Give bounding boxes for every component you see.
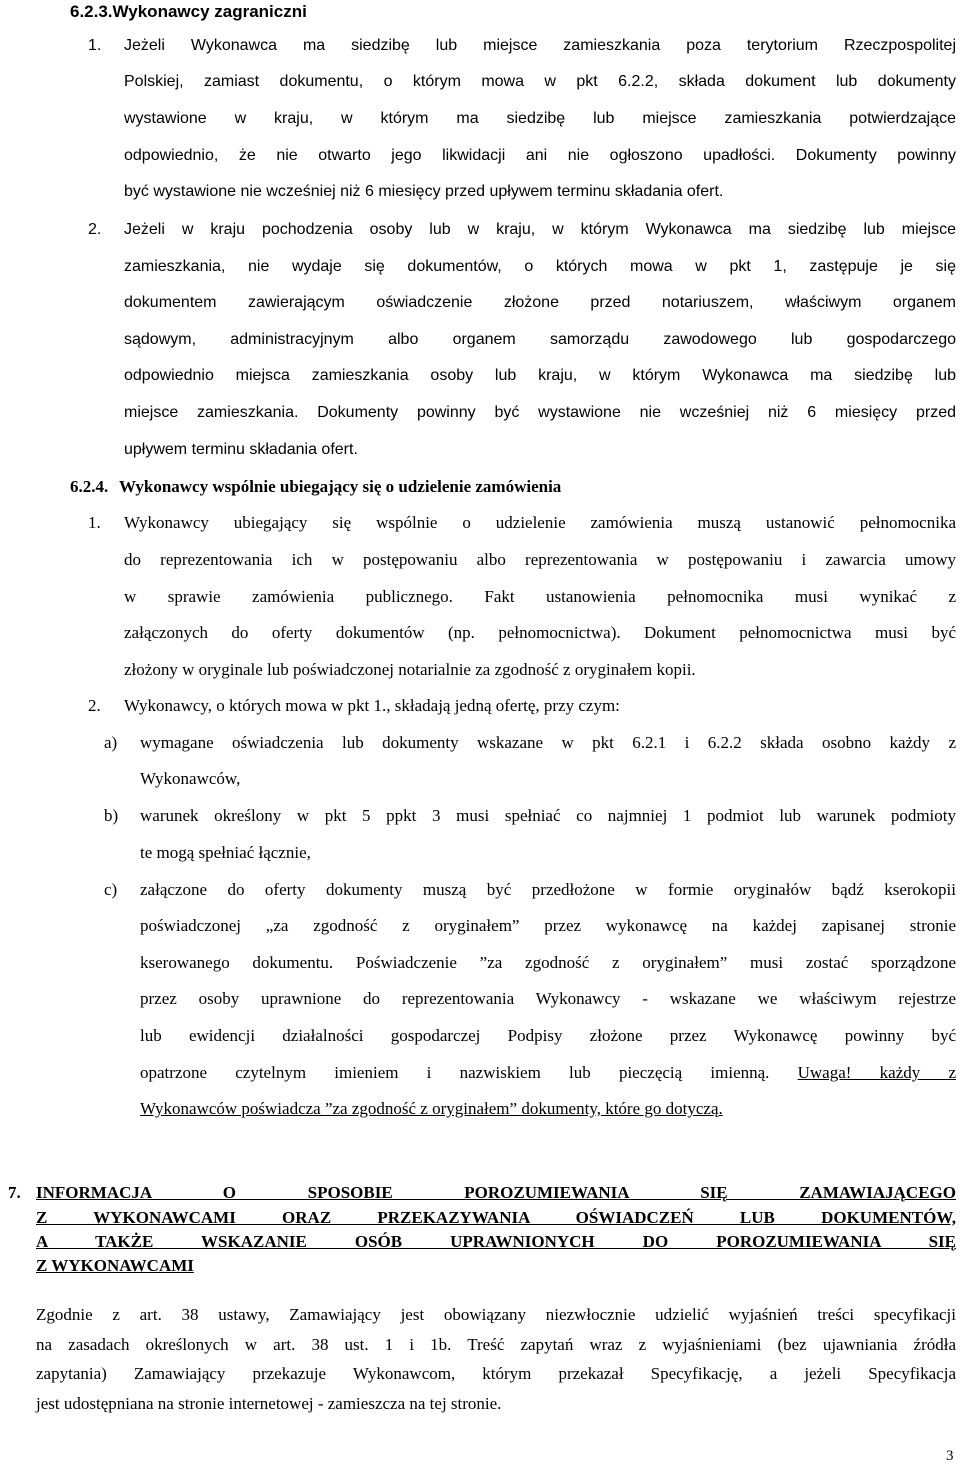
paragraph-line: być wystawione nie wcześniej niż 6 miesięcy przed upływem terminu składania ofert. (124, 183, 724, 200)
list-number: 2. (88, 221, 102, 238)
paragraph-line: załączonych do oferty dokumentów (np. pełnomocnictwa). Dokument pełnomocnictwa musi być (124, 623, 956, 642)
text-span: opatrzone czytelnym imieniem i nazwiskiem lub pieczęcią imienną. (140, 1063, 770, 1082)
section-7-number: 7. (8, 1183, 21, 1202)
section-7-heading-line: Z WYKONAWCAMI ORAZ PRZEKAZYWANIA OŚWIADCZEŃ LUB DOKUMENTÓW, (36, 1208, 956, 1227)
paragraph-line: warunek określony w pkt 5 ppkt 3 musi spełniać co najmniej 1 podmiot lub warunek podmioty (140, 806, 956, 825)
paragraph-line: jest udostępniana na stronie internetowej - zamieszcza na tej stronie. (36, 1394, 502, 1413)
paragraph-line: w sprawie zamówienia publicznego. Fakt ustanowienia pełnomocnika musi wynikać z (124, 587, 956, 606)
paragraph-line: zamieszkania, nie wydaje się dokumentów, o których mowa w pkt 1, zastępuje je się (124, 258, 956, 275)
paragraph-line: te mogą spełniać łącznie, (140, 843, 311, 862)
paragraph-line: sądowym, administracyjnym albo organem samorządu zawodowego lub gospodarczego (124, 331, 956, 348)
paragraph-line: Wykonawcy ubiegający się wspólnie o udzielenie zamówienia muszą ustanowić pełnomocnika (124, 513, 956, 532)
paragraph-line: przez osoby uprawnione do reprezentowania Wykonawcy - wskazane we właściwym rejestrze (140, 989, 956, 1008)
paragraph-line: odpowiednio miejsca zamieszkania osoby lub kraju, w którym Wykonawca ma siedzibę lub (124, 367, 956, 384)
paragraph-line: Zgodnie z art. 38 ustawy, Zamawiający jest obowiązany niezwłocznie udzielić wyjaśnień treści specyfikacji (36, 1305, 956, 1324)
paragraph-line: Wykonawców, (140, 769, 241, 788)
paragraph-line: wystawione w kraju, w którym ma siedzibę lub miejsce zamieszkania potwierdzające (124, 110, 956, 127)
warning-note: Uwaga! każdy z (797, 1063, 956, 1082)
paragraph-line: do reprezentowania ich w postępowaniu albo reprezentowania w postępowaniu i zawarcia umowy (124, 550, 956, 569)
paragraph-line: na zasadach określonych w art. 38 ust. 1 i 1b. Treść zapytań wraz z wyjaśnieniami (bez ujawniania źródła (36, 1335, 956, 1354)
list-number: 1. (88, 513, 101, 532)
list-number: 1. (88, 37, 102, 54)
paragraph-line: zapytania) Zamawiający przekazuje Wykonawcom, którym przekazał Specyfikację, a jeżeli Specyfikacja (36, 1364, 956, 1383)
list-marker: c) (104, 880, 118, 899)
section-7-heading-line: INFORMACJA O SPOSOBIE POROZUMIEWANIA SIĘ ZAMAWIAJĄCEGO (36, 1183, 956, 1202)
page-number: 3 (946, 1448, 954, 1464)
paragraph-line: dokumentem zawierającym oświadczenie złożone przed notariuszem, właściwym organem (124, 294, 956, 311)
list-number: 2. (88, 696, 101, 715)
paragraph-line: Jeżeli Wykonawca ma siedzibę lub miejsce zamieszkania poza terytorium Rzeczpospolitej (124, 37, 956, 54)
paragraph-line: poświadczonej „za zgodność z oryginałem” przez wykonawcę na każdej zapisanej stronie (140, 916, 956, 935)
paragraph-line: wymagane oświadczenia lub dokumenty wskazane w pkt 6.2.1 i 6.2.2 składa osobno każdy z (140, 733, 956, 752)
paragraph-line: upływem terminu składania ofert. (124, 441, 358, 458)
section-7-heading-line: A TAKŻE WSKAZANIE OSÓB UPRAWNIONYCH DO POROZUMIEWANIA SIĘ (36, 1232, 956, 1251)
paragraph-line: lub ewidencji działalności gospodarczej Podpisy złożone przez Wykonawcę powinny być (140, 1026, 956, 1045)
paragraph-line: Polskiej, zamiast dokumentu, o którym mowa w pkt 6.2.2, składa dokument lub dokumenty (124, 73, 956, 90)
paragraph-line: kserowanego dokumentu. Poświadczenie ”za zgodność z oryginałem” musi zostać sporządzone (140, 953, 956, 972)
paragraph-line: załączone do oferty dokumenty muszą być przedłożone w formie oryginałów bądź kserokopii (140, 880, 956, 899)
section-6-2-4-title: Wykonawcy wspólnie ubiegający się o udzielenie zamówienia (119, 477, 562, 496)
warning-note-continued: Wykonawców poświadcza ”za zgodność z oryginałem” dokumenty, które go dotyczą. (140, 1099, 723, 1118)
section-6-2-3-title: 6.2.3.Wykonawcy zagraniczni (70, 2, 307, 21)
paragraph-line: złożony w oryginale lub poświadczonej notarialnie za zgodność z oryginałem kopii. (124, 660, 696, 679)
paragraph-line: odpowiednio, że nie otwarto jego likwidacji ani nie ogłoszono upadłości. Dokumenty powinny (124, 147, 956, 164)
section-6-2-4-number: 6.2.4. (70, 477, 109, 496)
section-7-heading-line: Z WYKONAWCAMI (36, 1256, 194, 1275)
paragraph-line: miejsce zamieszkania. Dokumenty powinny być wystawione nie wcześniej niż 6 miesięcy przed (124, 404, 956, 421)
paragraph-line (140, 1063, 956, 1083)
paragraph-line: Wykonawcy, o których mowa w pkt 1., składają jedną ofertę, przy czym: (124, 696, 620, 715)
paragraph-line: Jeżeli w kraju pochodzenia osoby lub w kraju, w którym Wykonawca ma siedzibę lub miejsce (124, 221, 956, 238)
list-marker: a) (104, 733, 118, 752)
list-marker: b) (104, 806, 119, 825)
